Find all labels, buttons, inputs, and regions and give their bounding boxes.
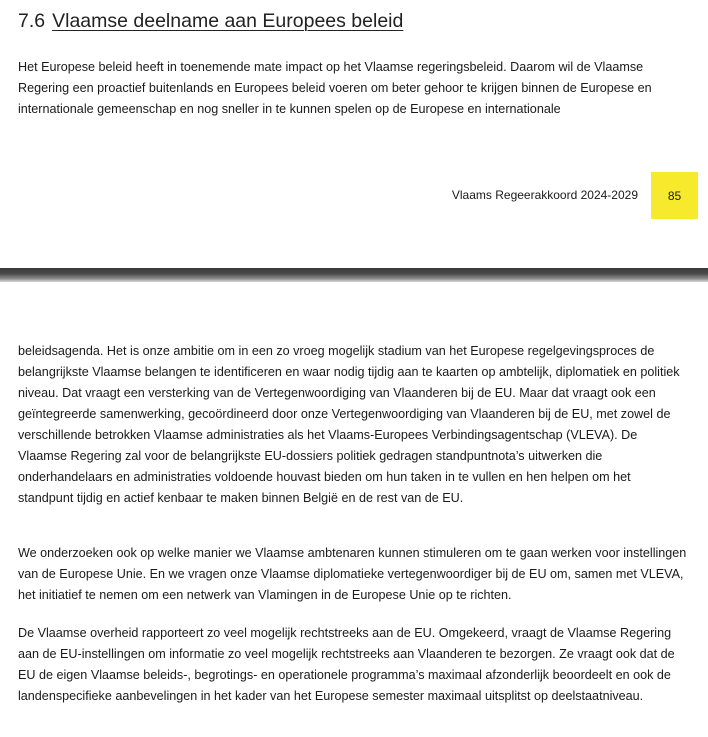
page-number-badge: [651, 172, 698, 219]
page-85: [0, 0, 708, 268]
paragraph-civil-servants: We onderzoeken ook op welke manier we Vlaamse ambtenaren kunnen stimuleren om te gaan werken voor instellingen van de Europese Unie. En we vragen onze Vlaamse diplomatieke vertegenwoordiger bij de EU om, samen met VLEVA, het initiatief te nemen om een netwerk van Vlamingen in de Europese Unie op te richten.: [18, 546, 687, 602]
section-title: Vlaamse deelname aan Europees beleid: [52, 10, 404, 32]
intro-paragraph: Het Europese beleid heeft in toenemende mate impact op het Vlaamse regeringsbeleid. Daarom wil de Vlaamse Regering een proactief buitenlands en Europees beleid voeren om beter gehoor te krijgen binnen de Europese en internationale gemeenschap en nog sneller in te kunnen spelen op de Europese en internationale: [18, 60, 652, 116]
section-number: 7.6: [18, 10, 46, 32]
paragraph-continued: beleidsagenda. Het is onze ambitie om in een zo vroeg mogelijk stadium van het Europese regelgevingsproces de belangrijkste Vlaamse belangen te identificeren en waar nodig tijdig aan te kaarten op ambtelijk, diplomatiek en politiek niveau. Dat vraagt een versterking van de Vertegenwoordiging van Vlaanderen bij de EU. Maar dat vraagt ook een geïntegreerde samenwerking, gecoördineerd door onze Vertegenwoordiging van Vlaanderen bij de EU, met zowel de verschillende betrokken Vlaamse administraties als het Vlaams-Europees Verbindingsagentschap (VLEVA). De Vlaamse Regering zal voor de belangrijkste EU-dossiers politiek gedragen standpuntnota’s uitwerken die onderhandelaars en administraties voldoende houvast bieden om hun taken in te vullen en hen helpen om het standpunt tijdig en actief kenbaar te maken binnen België en de rest van de EU.: [18, 344, 680, 505]
page-separator: [0, 268, 708, 282]
paragraph-reporting: De Vlaamse overheid rapporteert zo veel mogelijk rechtstreeks aan de EU. Omgekeerd, vraagt de Vlaamse Regering aan de EU-instellingen om informatie zo veel mogelijk rechtstreeks aan Vlaanderen te bezorgen. Ze vraagt ook dat de EU de eigen Vlaamse beleids-, begrotings- en operationele programma’s maximaal afzonderlijk beoordeelt en ook de landenspecifieke aanbevelingen in het kader van het Europese semester maximaal uitsplitst op deelstaatniveau.: [18, 626, 675, 703]
footer-document-title: Vlaams Regeerakkoord 2024-2029: [451, 188, 638, 202]
page-number: 85: [667, 188, 682, 203]
section-heading: [18, 10, 403, 33]
